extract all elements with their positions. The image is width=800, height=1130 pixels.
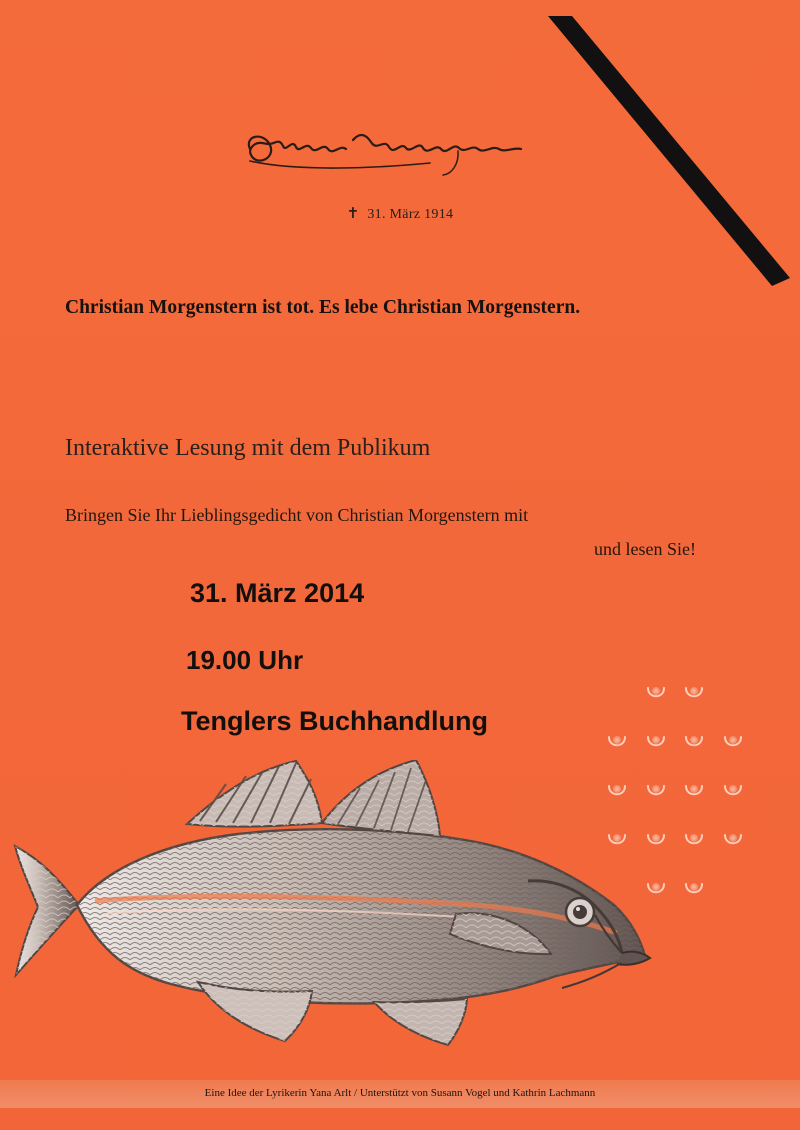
event-venue: Tenglers Buchhandlung bbox=[181, 706, 489, 736]
invitation-line-2: und lesen Sie! bbox=[594, 539, 696, 559]
latin-cross-icon: ✝ bbox=[346, 206, 360, 222]
death-date-text: 31. März 1914 bbox=[367, 207, 454, 222]
event-subheading: Interaktive Lesung mit dem Publikum bbox=[65, 435, 431, 461]
invitation-line-1: Bringen Sie Ihr Lieblingsgedicht von Christian Morgenstern mit bbox=[65, 505, 529, 525]
event-date: 31. März 2014 bbox=[190, 578, 365, 608]
death-date-line bbox=[320, 204, 480, 223]
signature-image bbox=[235, 118, 545, 183]
signature bbox=[235, 118, 545, 183]
event-time: 19.00 Uhr bbox=[186, 645, 304, 675]
fish-illustration-icon bbox=[10, 760, 660, 1060]
main-headline: Christian Morgenstern ist tot. Es lebe Christian Morgenstern. bbox=[65, 297, 581, 318]
footer-credit: Eine Idee der Lyrikerin Yana Arlt / Unterstützt von Susann Vogel und Kathrin Lachmann bbox=[204, 1087, 596, 1099]
